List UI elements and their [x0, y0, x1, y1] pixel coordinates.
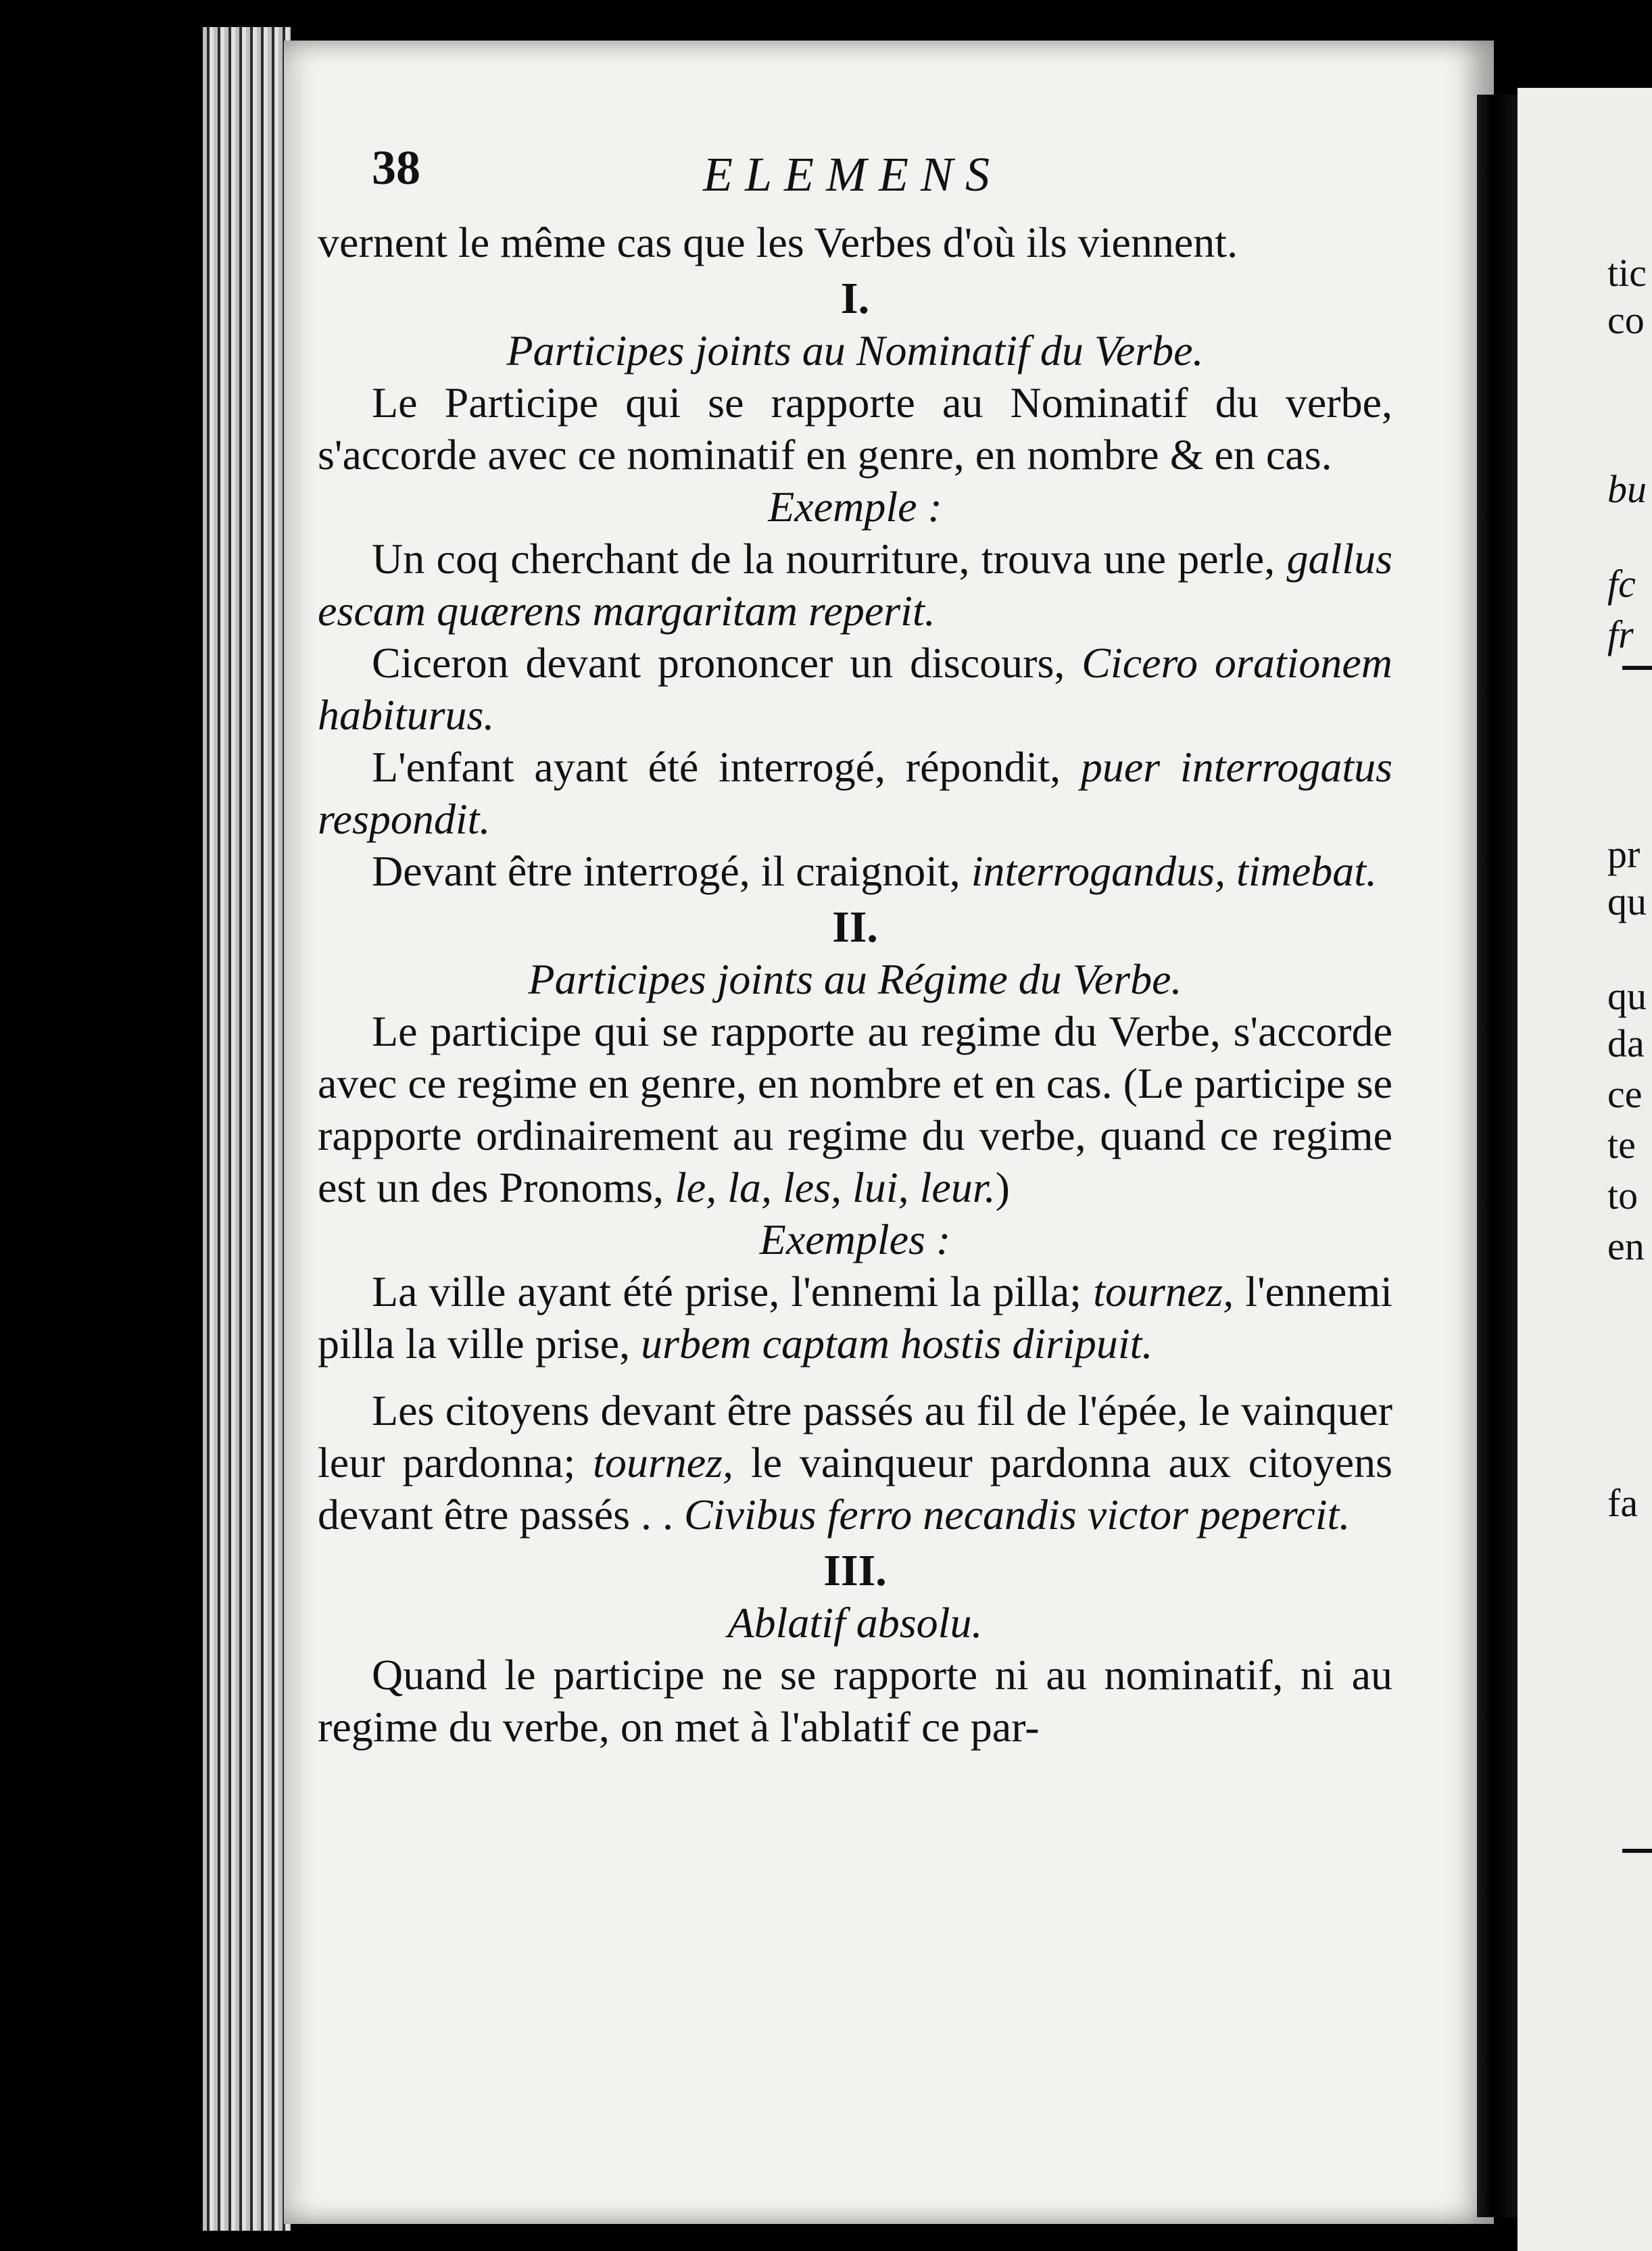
page-header [318, 142, 1392, 216]
example-french: Un coq cherchant de la nourriture, trouva une perle, [372, 535, 1276, 583]
example-french: le vainqueur pardonna aux citoyens devant être passés . . [318, 1438, 1392, 1539]
right-page-fragment: pr [1607, 832, 1641, 876]
example-latin: urbem captam hostis diripuit. [641, 1320, 1153, 1367]
example-paragraph [318, 1265, 1392, 1370]
example-latin: Cicero orationem habiturus. [318, 639, 1392, 739]
example-label: Exemples : [759, 1215, 951, 1263]
page-text-block [318, 142, 1392, 1753]
example-french: L'enfant ayant été interrogé, répondit, [372, 743, 1061, 791]
section-number: II. [832, 902, 878, 952]
example-french: Ciceron devant prononcer un discours, [372, 639, 1065, 687]
example-french: La ville ayant été prise, l'ennemi la pilla; [372, 1267, 1082, 1315]
section-title: Participes joints au Nominatif du Verbe. [506, 326, 1204, 374]
example-french: Devant être interrogé, il craignoit, [372, 847, 961, 895]
example-paragraph [318, 741, 1392, 845]
right-page-fragment: te [1607, 1123, 1636, 1167]
right-page-fragment: to [1607, 1173, 1638, 1217]
right-page [1517, 88, 1652, 2251]
example-latin: gallus escam quærens margaritam reperit. [318, 535, 1393, 635]
rule-text: Le participe qui se rapporte au regime du Verbe, s'accorde avec ce regime en genre, en nombre et en cas. (Le participe se rapporte ordinairement au regime du verbe, quand ce regime est un des Pronoms, [318, 1007, 1392, 1211]
section-number: III. [823, 1546, 887, 1595]
section-title: Ablatif absolu. [727, 1599, 983, 1647]
right-page-fragment: qu [1607, 879, 1647, 923]
example-paragraph [318, 533, 1392, 637]
right-page-fragment: en [1607, 1224, 1645, 1268]
page-edge-stack [203, 27, 291, 2231]
page-number: 38 [372, 141, 420, 195]
right-page-fragment: fr [1607, 612, 1634, 656]
example-paragraph [318, 637, 1392, 741]
pronoun-list: le, la, les, lui, leur. [675, 1163, 996, 1211]
section-number: I. [840, 274, 870, 323]
right-page-fragment: bu [1607, 467, 1647, 511]
right-page-fragment: da [1607, 1021, 1645, 1065]
closing-paren: ) [995, 1163, 1010, 1211]
rule-paragraph: Quand le participe ne se rapporte ni au nominatif, ni au regime du verbe, on met à l'ablatif ce par- [318, 1651, 1392, 1751]
rule-paragraph: Le Participe qui se rapporte au Nominatif du verbe, s'accorde avec ce nominatif en genre, en nombre & en cas. [318, 379, 1392, 479]
running-title: ELEMENS [703, 147, 1002, 201]
example-latin: interrogandus, timebat. [971, 847, 1378, 895]
right-page-fragment: qu [1607, 974, 1647, 1018]
right-page-fragment: fc [1607, 562, 1636, 606]
right-page-fragment: ce [1607, 1072, 1643, 1116]
example-paragraph [318, 1384, 1392, 1541]
book-gutter [1477, 95, 1517, 2217]
example-latin: Civibus ferro necandis victor pepercit. [684, 1491, 1351, 1539]
section-title: Participes joints au Régime du Verbe. [528, 955, 1182, 1003]
example-french: Les citoyens devant être passés au fil de l'épée, le vainquer leur pardonna; [318, 1386, 1392, 1486]
right-page-rule [1622, 666, 1652, 670]
tournez-marker: tournez, [1093, 1267, 1234, 1315]
paragraph: vernent le même cas que les Verbes d'où ils viennent. [318, 218, 1238, 266]
right-page-fragment: fa [1607, 1481, 1638, 1525]
right-page-rule [1622, 1849, 1652, 1853]
example-french: l'ennemi pilla la ville prise, [318, 1267, 1393, 1367]
right-page-fragment: co [1607, 298, 1645, 342]
example-paragraph [318, 845, 1392, 897]
example-latin: puer interrogatus respondit. [318, 743, 1392, 843]
rule-paragraph [318, 1005, 1392, 1213]
example-label: Exemple : [768, 483, 942, 531]
right-page-fragment: tic [1607, 251, 1647, 295]
tournez-marker: tournez, [593, 1438, 734, 1486]
